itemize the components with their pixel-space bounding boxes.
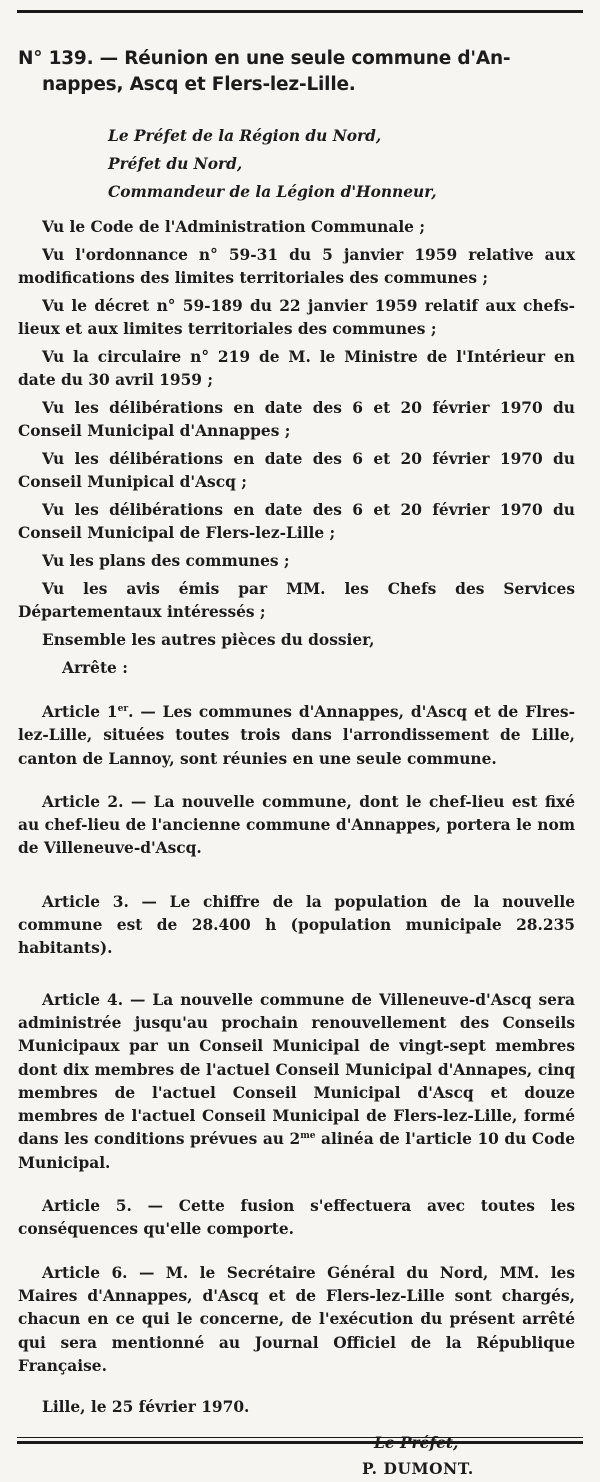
prefect-line-2: Préfet du Nord, <box>108 155 243 173</box>
vu-clause: Vu les délibérations en date des 6 et 20 février 1970 du Conseil Municipal d'Annappes ; <box>18 399 575 440</box>
vu-clause: Vu les plans des communes ; <box>42 552 290 570</box>
article-1-head: Article 1 <box>42 703 118 721</box>
article-3: Article 3. — Le chiffre de la population de la nouvelle commune est de 28.400 h (population municipale 28.235 habitants). <box>18 892 575 958</box>
title-line-2: nappes, Ascq et Flers-lez-Lille. <box>42 74 356 95</box>
vu-clause: Vu le Code de l'Administration Communale ; <box>42 218 426 236</box>
arrete-heading: Arrête : <box>62 659 128 677</box>
article-4-text: Article 4. — La nouvelle commune de Villeneuve-d'Ascq sera administrée jusqu'au prochain renouvellement des Conseils Municipaux par un Conseil Municipal de vingt-sept membres dont dix membres de l'actuel Conseil Municipal d'Annapes, cinq membres de l'actuel Conseil Municipal d'Ascq et douze membres de l'actuel Conseil Municipal de Flers-lez-Lille, formé dans les conditions prévues au 2 <box>18 990 575 1149</box>
article-4 <box>18 989 575 1175</box>
title-dash: — <box>99 48 118 69</box>
article-6: Article 6. — M. le Secrétaire Général du Nord, MM. les Maires d'Annappes, d'Ascq et de Flers-lez-Lille sont chargés, chacun en ce qui le concerne, de l'exécution du présent arrêté qui sera mentionné au Journal Officiel de la République Française. <box>18 1263 575 1375</box>
document-page <box>18 46 575 1482</box>
article-4-sup: me <box>300 1131 316 1142</box>
signing-date: Lille, le 25 février 1970. <box>42 1398 250 1417</box>
prefect-line-1: Le Préfet de la Région du Nord, <box>108 127 382 145</box>
vu-clause: Vu les délibérations en date des 6 et 20 février 1970 du Conseil Municipal de Flers-lez-Lille ; <box>18 501 575 542</box>
title-line-1: Réunion en une seule commune d'An- <box>124 48 511 69</box>
vu-clause: Vu les avis émis par MM. les Chefs des Services Départementaux intéressés ; <box>18 580 575 621</box>
signatory-name: P. DUMONT. <box>362 1460 474 1479</box>
signatory-role: Le Préfet, <box>374 1434 459 1453</box>
prefect-heading <box>18 122 575 206</box>
decree-number: N° 139. <box>18 48 94 69</box>
vu-clause: Vu le décret n° 59-189 du 22 janvier 1959 relatif aux chefs-lieux et aux limites territoriales des communes ; <box>18 297 575 338</box>
article-4-tail: alinéa de l'article 10 du Code Municipal. <box>18 1130 575 1172</box>
vu-clause: Vu la circulaire n° 219 de M. le Ministre de l'Intérieur en date du 30 avril 1959 ; <box>18 348 575 389</box>
prefect-line-3: Commandeur de la Légion d'Honneur, <box>108 183 437 201</box>
bottom-rule <box>17 1437 583 1444</box>
article-1-text: . — Les communes d'Annappes, d'Ascq et de Flres-lez-Lille, situées toutes trois dans l'arrondissement de Lille, canton de Lannoy, sont réunies en une seule commune. <box>18 703 575 768</box>
decree-title <box>18 46 575 98</box>
article-2: Article 2. — La nouvelle commune, dont le chef-lieu est fixé au chef-lieu de l'ancienne commune d'Annappes, portera le nom de Villeneuve-d'Ascq. <box>18 792 575 858</box>
article-1-sup: er <box>117 703 129 714</box>
article-5: Article 5. — Cette fusion s'effectuera avec toutes les conséquences qu'elle comporte. <box>18 1197 575 1239</box>
vu-clause: Vu l'ordonnance n° 59-31 du 5 janvier 1959 relative aux modifications des limites territoriales des communes ; <box>18 246 575 287</box>
top-rule <box>17 10 583 13</box>
vu-clause: Vu les délibérations en date des 6 et 20 février 1970 du Conseil Munipical d'Ascq ; <box>18 450 575 491</box>
ensemble-clause: Ensemble les autres pièces du dossier, <box>42 631 375 649</box>
article-1 <box>18 701 575 771</box>
